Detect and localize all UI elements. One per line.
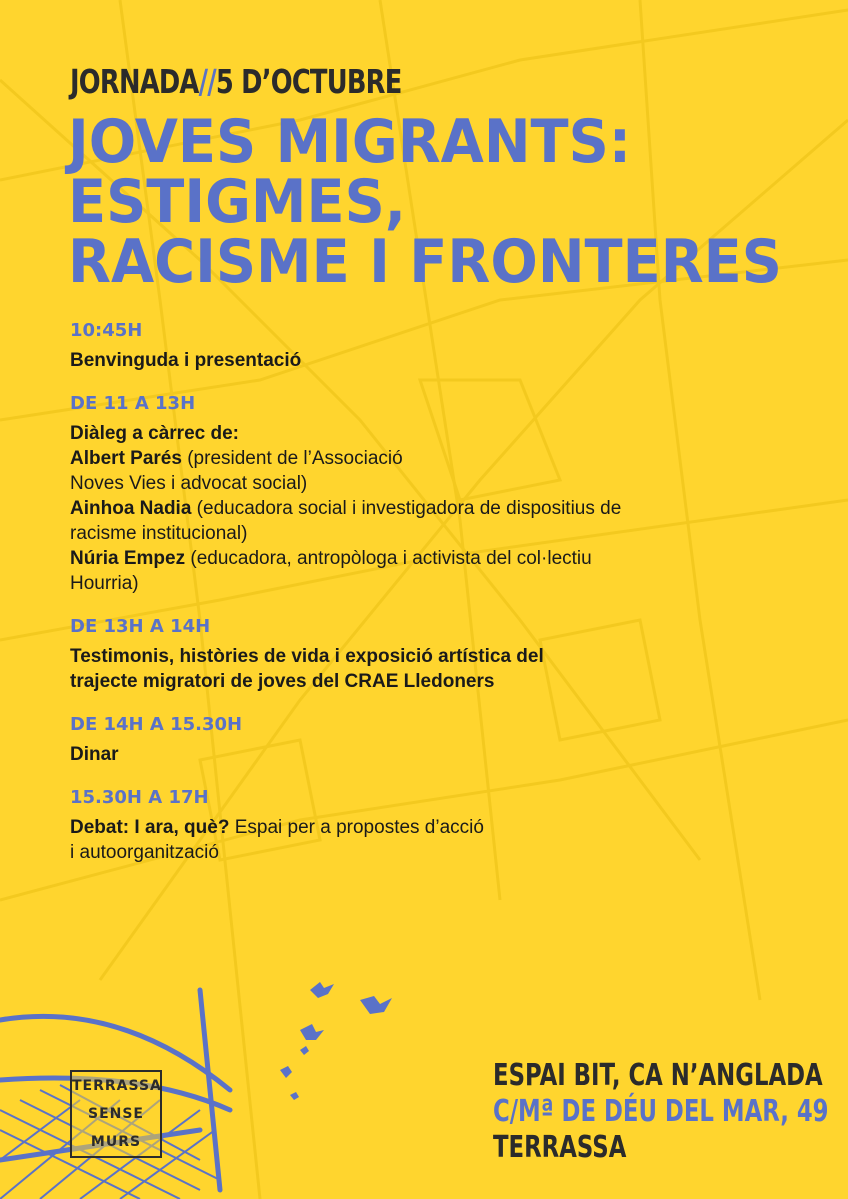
speaker-desc: (educadora, antropòloga i activista del col·lectiu: [185, 548, 592, 569]
schedule-text: Dinar: [70, 744, 119, 765]
schedule-time: DE 14H A 15.30H: [70, 714, 243, 735]
venue-city: TERRASSA: [493, 1130, 627, 1165]
speaker-3-desc-cont: Hourria): [70, 573, 139, 594]
event-title: [68, 107, 782, 297]
debate-desc-cont: i autoorganització: [70, 842, 219, 863]
schedule-text: [70, 815, 790, 840]
schedule-text: Testimonis, històries de vida i exposició artística del: [70, 646, 544, 667]
venue-info: [493, 1058, 829, 1166]
speaker-2-desc-cont: racisme institucional): [70, 523, 248, 544]
schedule-block-welcome: [70, 320, 790, 373]
speaker-1-desc-cont: Noves Vies i advocat social): [70, 473, 308, 494]
debate-desc: Espai per a propostes d’acció: [229, 817, 484, 838]
schedule-block-debate: [70, 787, 790, 865]
title-line-2: ESTIGMES,: [68, 167, 406, 237]
title-line-3: RACISME I FRONTERES: [68, 227, 782, 297]
header-slashes: //: [198, 62, 216, 101]
logo-line-3: MURS: [90, 1134, 142, 1150]
schedule: [70, 320, 790, 885]
event-date-header: [70, 62, 402, 102]
event-date: 5 D’OCTUBRE: [215, 62, 402, 101]
speaker-1: [70, 446, 790, 471]
speaker-name: Albert Parés: [70, 448, 182, 469]
dialogue-intro: Diàleg a càrrec de:: [70, 423, 239, 444]
logo-line-1: TERRASSA: [72, 1078, 162, 1094]
speaker-name: Ainhoa Nadia: [70, 498, 192, 519]
speaker-name: Núria Empez: [70, 548, 186, 569]
schedule-text: Benvinguda i presentació: [70, 350, 302, 371]
speaker-2: [70, 496, 790, 521]
logo-line-2: SENSE: [87, 1106, 144, 1122]
speaker-desc: (educadora social i investigadora de dispositius de: [191, 498, 622, 519]
speaker-3: [70, 546, 790, 571]
schedule-block-lunch: [70, 714, 790, 767]
schedule-time: 15.30H A 17H: [70, 787, 209, 808]
venue-street: C/Mª DE DÉU DEL MAR, 49: [493, 1094, 829, 1129]
schedule-block-testimonies: [70, 616, 790, 694]
schedule-block-dialogue: [70, 393, 790, 596]
terrassa-sense-murs-logo: [70, 1070, 162, 1158]
debate-title: Debat: I ara, què?: [70, 817, 230, 838]
schedule-text-cont: trajecte migratori de joves del CRAE Lledoners: [70, 671, 495, 692]
speaker-desc: (president de l’Associació: [181, 448, 403, 469]
fence-and-birds-illustration: [0, 960, 440, 1199]
schedule-time: DE 11 A 13H: [70, 393, 196, 414]
jornada-label: JORNADA: [70, 62, 199, 101]
title-line-1: JOVES MIGRANTS:: [68, 107, 632, 177]
schedule-time: DE 13H A 14H: [70, 616, 211, 637]
schedule-time: 10:45H: [70, 320, 143, 341]
venue-place: ESPAI BIT, CA N’ANGLADA: [493, 1058, 823, 1093]
